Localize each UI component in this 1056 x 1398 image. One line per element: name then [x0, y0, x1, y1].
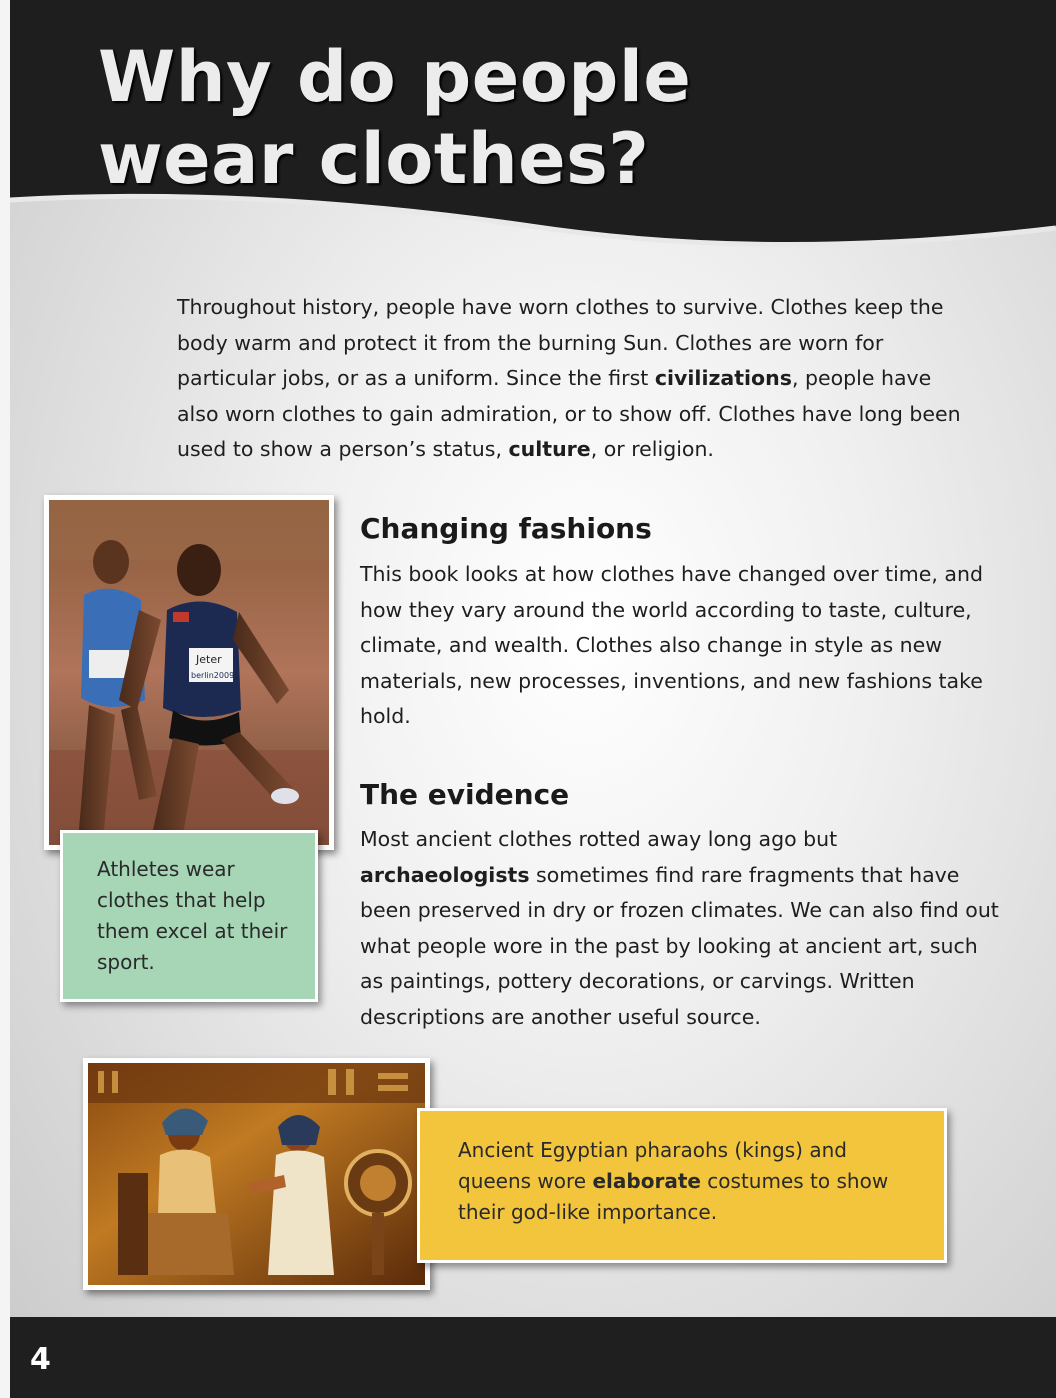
intro-paragraph: Throughout history, people have worn clothes to survive. Clothes keep the body warm and protect it from the burning Sun. Clothes are worn for particular jobs, or as a uniform. Since the first civilizations, people have also worn clothes to gain admiration, or to show off. Clothes have long been used to show a person’s status, culture, or religion.	[177, 295, 961, 461]
the-evidence-heading: The evidence	[360, 778, 570, 811]
changing-fashions-paragraph: This book looks at how clothes have changed over time, and how they vary around the world according to taste, culture, climate, and wealth. Clothes also change in style as new materials, new processes, inventions, and new fashions take hold.	[360, 562, 983, 728]
page-number: 4	[30, 1342, 51, 1377]
athletes-image	[49, 500, 329, 845]
the-evidence-paragraph: Most ancient clothes rotted away long ago but archaeologists sometimes find rare fragments that have been preserved in dry or frozen climates. We can also find out what people wore in the past by looking at ancient art, such as paintings, pottery decorations, or carvings. Written descriptions are another useful source.	[360, 827, 999, 1029]
bold-term: archaeologists	[360, 862, 530, 887]
bold-term: elaborate	[592, 1169, 701, 1193]
egyptian-art-image	[88, 1063, 425, 1285]
egyptian-art-photo	[83, 1058, 430, 1290]
bib-name: Jeter	[196, 653, 222, 666]
footer-band	[10, 1317, 1056, 1398]
page-left-margin	[0, 0, 10, 1398]
athletes-photo	[44, 495, 334, 850]
athletes-caption: Athletes wear clothes that help them excel at their sport.	[60, 830, 318, 1002]
bold-term: culture	[508, 437, 591, 461]
bold-term: civilizations	[654, 366, 792, 390]
bib-event: berlin2009	[191, 671, 235, 680]
changing-fashions-heading: Changing fashions	[360, 512, 652, 545]
book-page	[10, 0, 1056, 1398]
egyptian-caption: Ancient Egyptian pharaohs (kings) and queens wore elaborate costumes to show their god-like importance.	[417, 1108, 947, 1263]
page-title: Why do people wear clothes?	[98, 36, 692, 200]
